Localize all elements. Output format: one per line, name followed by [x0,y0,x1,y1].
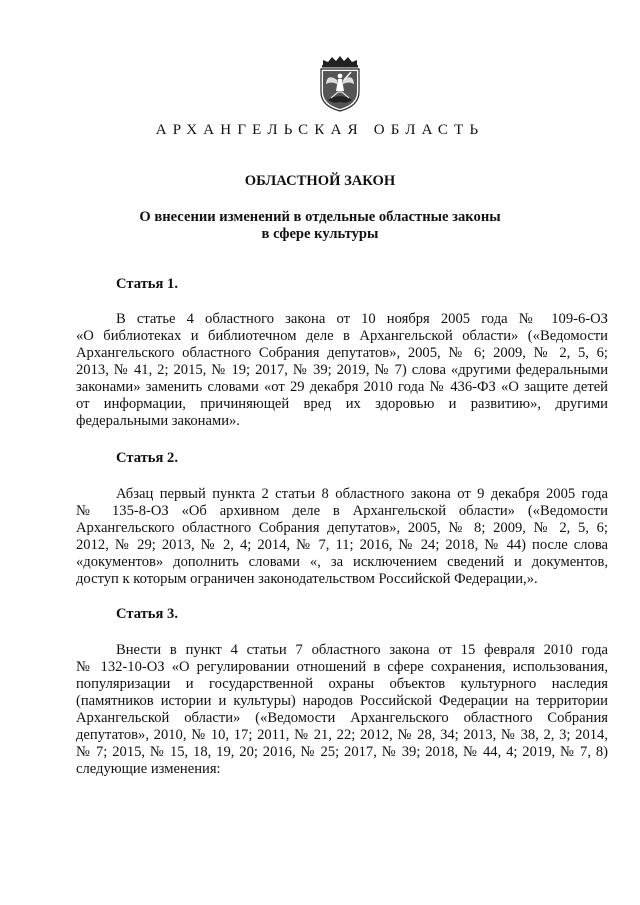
article-text-line: депутатов», 2010, № 10, 17; 2011, № 21, 22; 2012, № 28, 34; 2013, № 38, 2, 3; 2014, [76,727,608,743]
article-text-line: Внести в пункт 4 статьи 7 областного закона от 15 февраля 2010 года [116,642,608,658]
article-text-line: от информации, причиняющей вред их здоровью и развитию», другими [76,396,608,412]
article-text-line: «О библиотеках и библиотечном деле в Архангельской области» («Ведомости [76,328,608,344]
article-text-line: федеральными законами». [76,413,240,429]
article-text-line: № 7; 2015, № 15, 18, 19, 20; 2016, № 25; 2017, № 39; 2018, № 44, 4; 2019, № 7, 8) [76,744,608,760]
article-text-line: доступ к которым ограничен законодательством Российской Федерации,». [76,571,538,587]
article-text-line: законами» заменить словами «от 29 декабря 2010 года № 436-ФЗ «О защите детей [76,379,608,395]
article-text-line: Архангельского областного Собрания депутатов», 2005, № 6; 2009, № 2, 5, 6; [76,345,608,361]
article-text-line: В статье 4 областного закона от 10 ноября 2005 года № 109-6-ОЗ [116,311,608,327]
article-text-line: 2012, № 29; 2013, № 2, 4; 2014, № 7, 11; 2016, № 24; 2018, № 44) после слова [76,537,608,553]
document-title-line: О внесении изменений в отдельные областные законы [139,209,501,225]
article-text-line: следующие изменения: [76,761,221,777]
region-name: АРХАНГЕЛЬСКАЯ ОБЛАСТЬ [155,122,485,138]
article-text-line: № 132-10-ОЗ «О регулировании отношений в сфере сохранения, использования, [76,659,608,675]
article-heading: Статья 2. [116,450,178,466]
article-text-line: № 135-8-ОЗ «Об архивном деле в Архангельской области» («Ведомости [76,503,608,519]
article-heading: Статья 1. [116,276,178,292]
article-text-line: «документов» дополнить словами «, за исключением сведений и документов, [76,554,608,570]
document-type: ОБЛАСТНОЙ ЗАКОН [244,173,396,189]
document-title-line: в сфере культуры [261,226,379,242]
article-text-line: (памятников истории и культуры) народов Российской Федерации на территории [76,693,608,709]
article-text-line: Архангельского областного Собрания депутатов», 2005, № 8; 2009, № 2, 5, 6; [76,520,608,536]
arkhangelsk-coat-of-arms-icon [317,56,363,112]
article-text-line: Архангельской области» («Ведомости Архангельского областного Собрания [76,710,608,726]
article-text-line: популяризации и государственной охраны объектов культурного наследия [76,676,608,692]
article-text-line: 2013, № 41, 2; 2015, № 19; 2017, № 39; 2019, № 7) слова «другими федеральными [76,362,608,378]
article-text-line: Абзац первый пункта 2 статьи 8 областного закона от 9 декабря 2005 года [116,486,608,502]
article-heading: Статья 3. [116,606,178,622]
